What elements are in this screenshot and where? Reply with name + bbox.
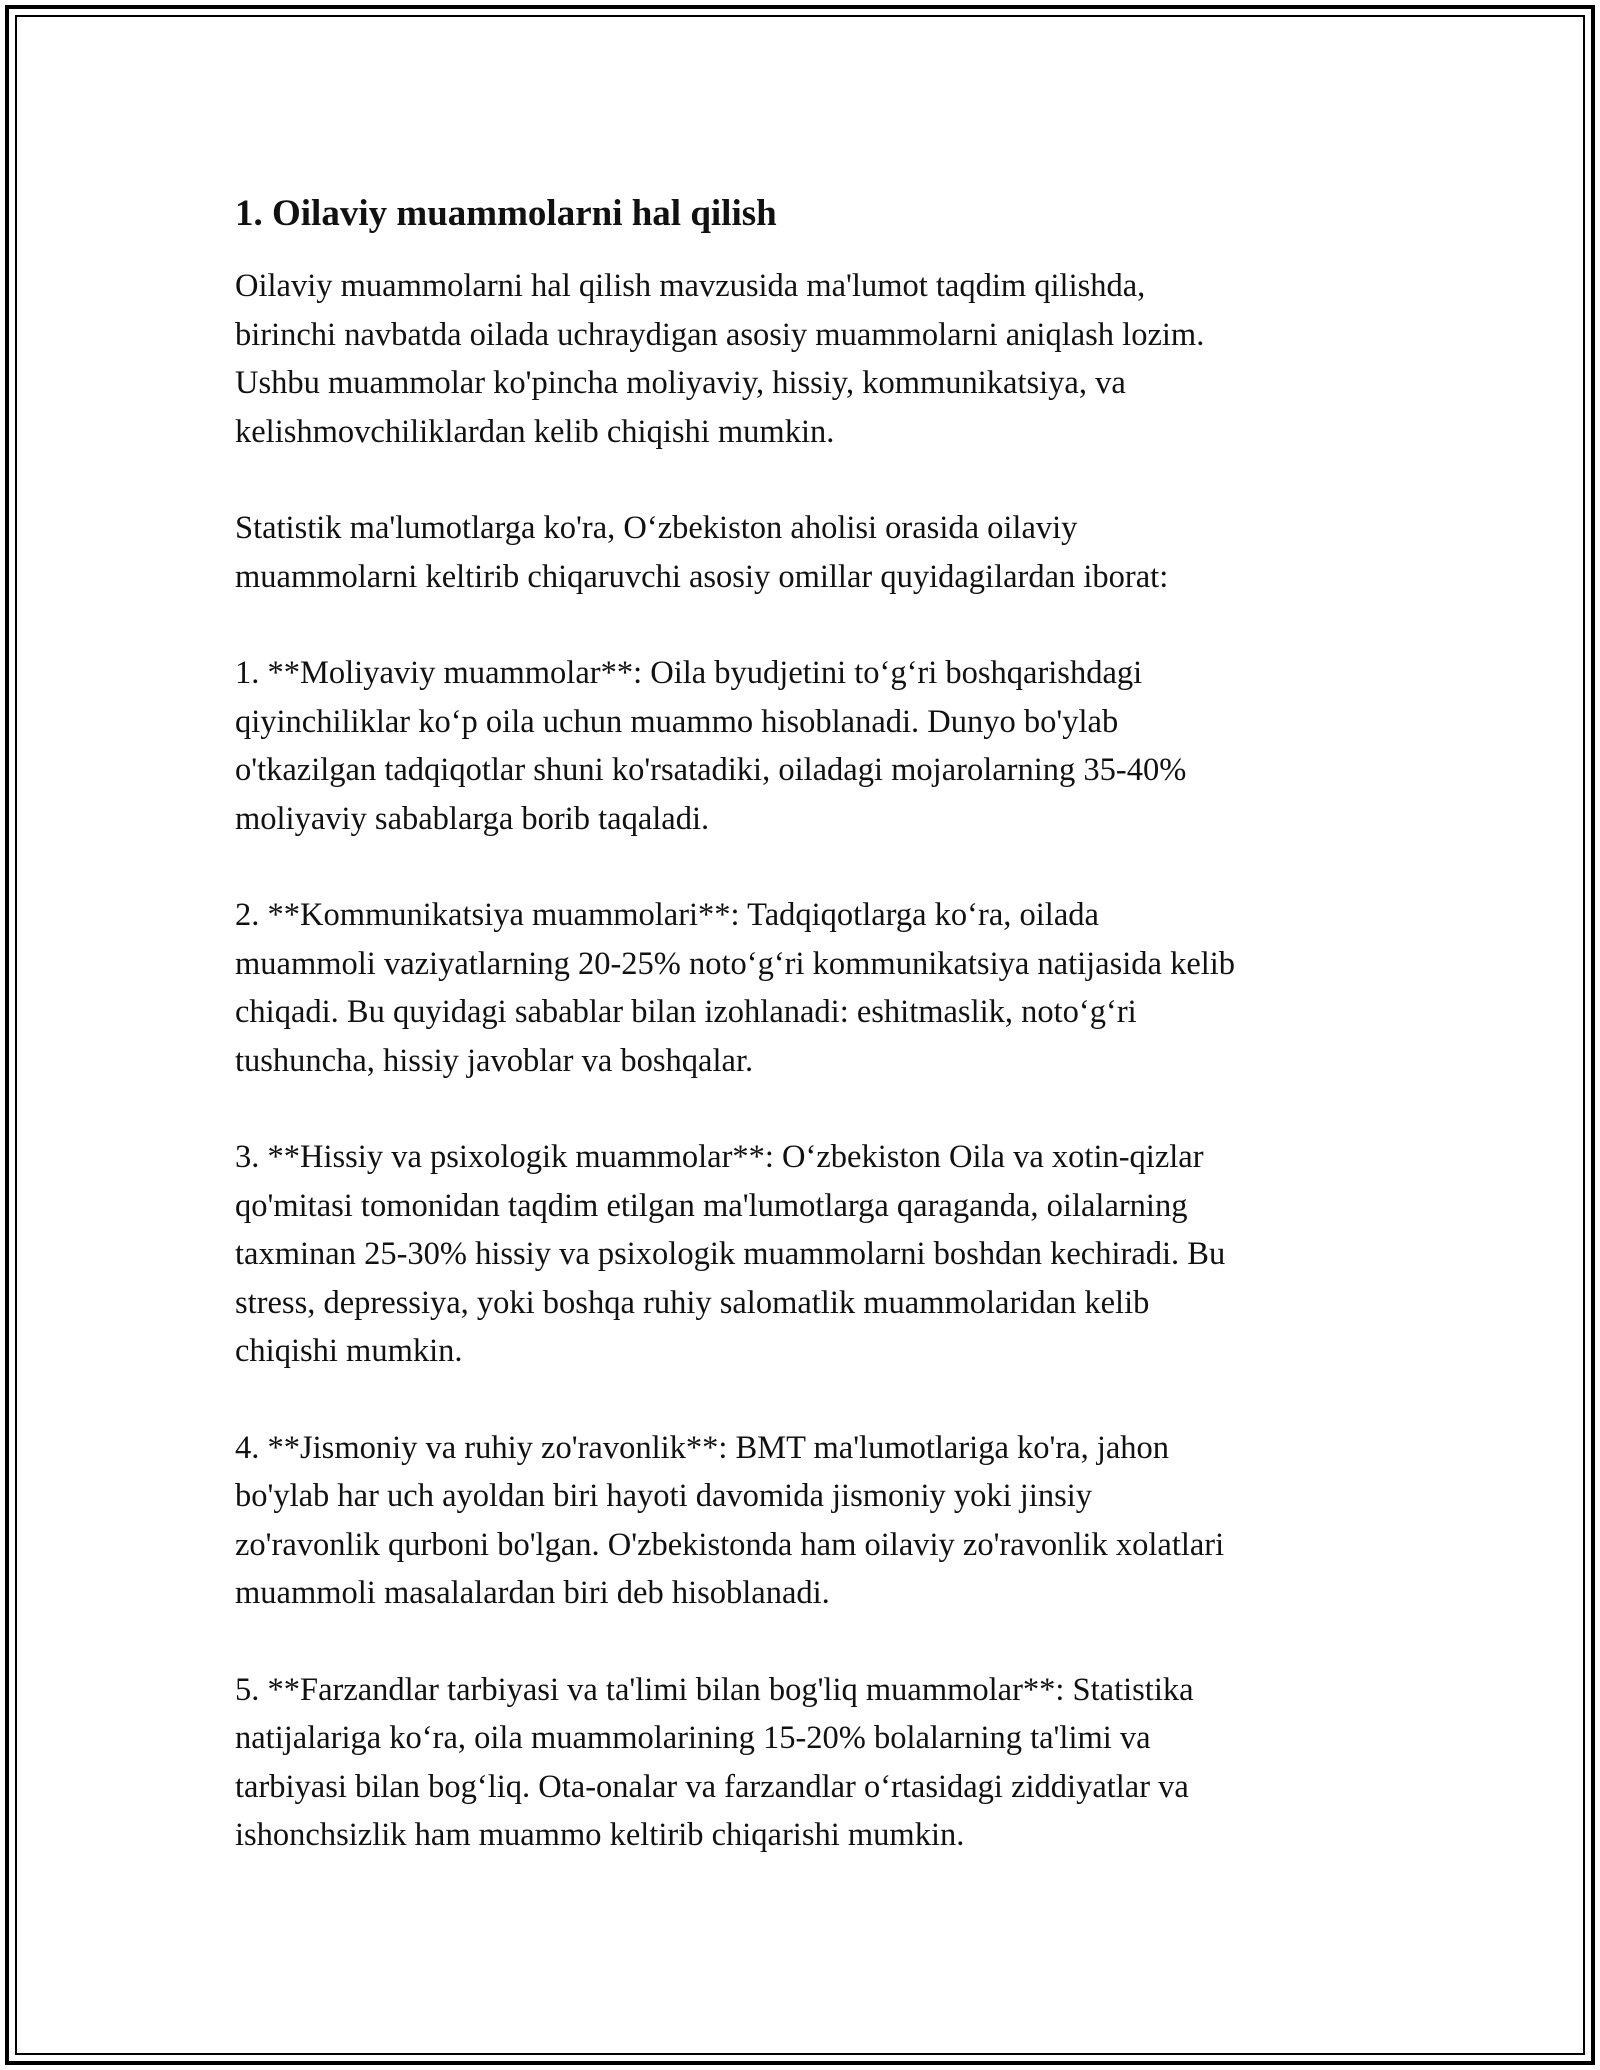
intro-paragraph: Oilaviy muammolarni hal qilish mavzusida ma'lumot taqdim qilishda, birinchi navbatda oilada uchraydigan asosiy muammolarni aniqlash lozim. Ushbu muammolar ko'pincha moliyaviy, hissiy, kommunikatsiya, va kelishmovchiliklardan kelib chiqishi mumkin. (235, 268, 1205, 450)
statistics-intro-paragraph: Statistik ma'lumotlarga ko'ra, O‘zbekiston aholisi orasida oilaviy muammolarni keltirib chiqaruvchi asosiy omillar quyidagilardan iborat: (235, 510, 1169, 595)
document-body (235, 185, 1385, 1908)
list-item-children: 5. **Farzandlar tarbiyasi va ta'limi bilan bog'liq muammolar**: Statistika natijalariga ko‘ra, oila muammolarining 15-20% bolalarning ta'limi va tarbiyasi bilan bog‘liq. Ota-onalar va farzandlar o‘rtasidagi ziddiyatlar va ishonchsizlik ham muammo keltirib chiqarishi mumkin. (235, 1671, 1194, 1853)
list-item-financial: 1. **Moliyaviy muammolar**: Oila byudjetini to‘g‘ri boshqarishdagi qiyinchiliklar ko‘p oila uchun muammo hisoblanadi. Dunyo bo'ylab o'tkazilgan tadqiqotlar shuni ko'rsatadiki, oiladagi mojarolarning 35-40% moliyaviy sabablarga borib taqaladi. (235, 655, 1187, 837)
list-item-violence: 4. **Jismoniy va ruhiy zo'ravonlik**: BMT ma'lumotlariga ko'ra, jahon bo'ylab har uch ayoldan biri hayoti davomida jismoniy yoki jinsiy zo'ravonlik qurboni bo'lgan. O'zbekistonda ham oilaviy zo'ravonlik xolatlari muammoli masalalardan biri deb hisoblanadi. (235, 1429, 1225, 1611)
list-item-emotional: 3. **Hissiy va psixologik muammolar**: O‘zbekiston Oila va xotin-qizlar qo'mitasi tomonidan taqdim etilgan ma'lumotlarga qaraganda, oilalarning taxminan 25-30% hissiy va psixologik muammolarni boshdan kechiradi. Bu stress, depressiya, yoki boshqa ruhiy salomatlik muammolaridan kelib chiqishi mumkin. (235, 1139, 1226, 1369)
list-item-communication: 2. **Kommunikatsiya muammolari**: Tadqiqotlarga ko‘ra, oilada muammoli vaziyatlarning 20-25% noto‘g‘ri kommunikatsiya natijasida kelib chiqadi. Bu quyidagi sabablar bilan izohlanadi: eshitmaslik, noto‘g‘ri tushuncha, hissiy javoblar va boshqalar. (235, 897, 1236, 1079)
document-title: 1. Oilaviy muammolarni hal qilish (235, 193, 777, 234)
